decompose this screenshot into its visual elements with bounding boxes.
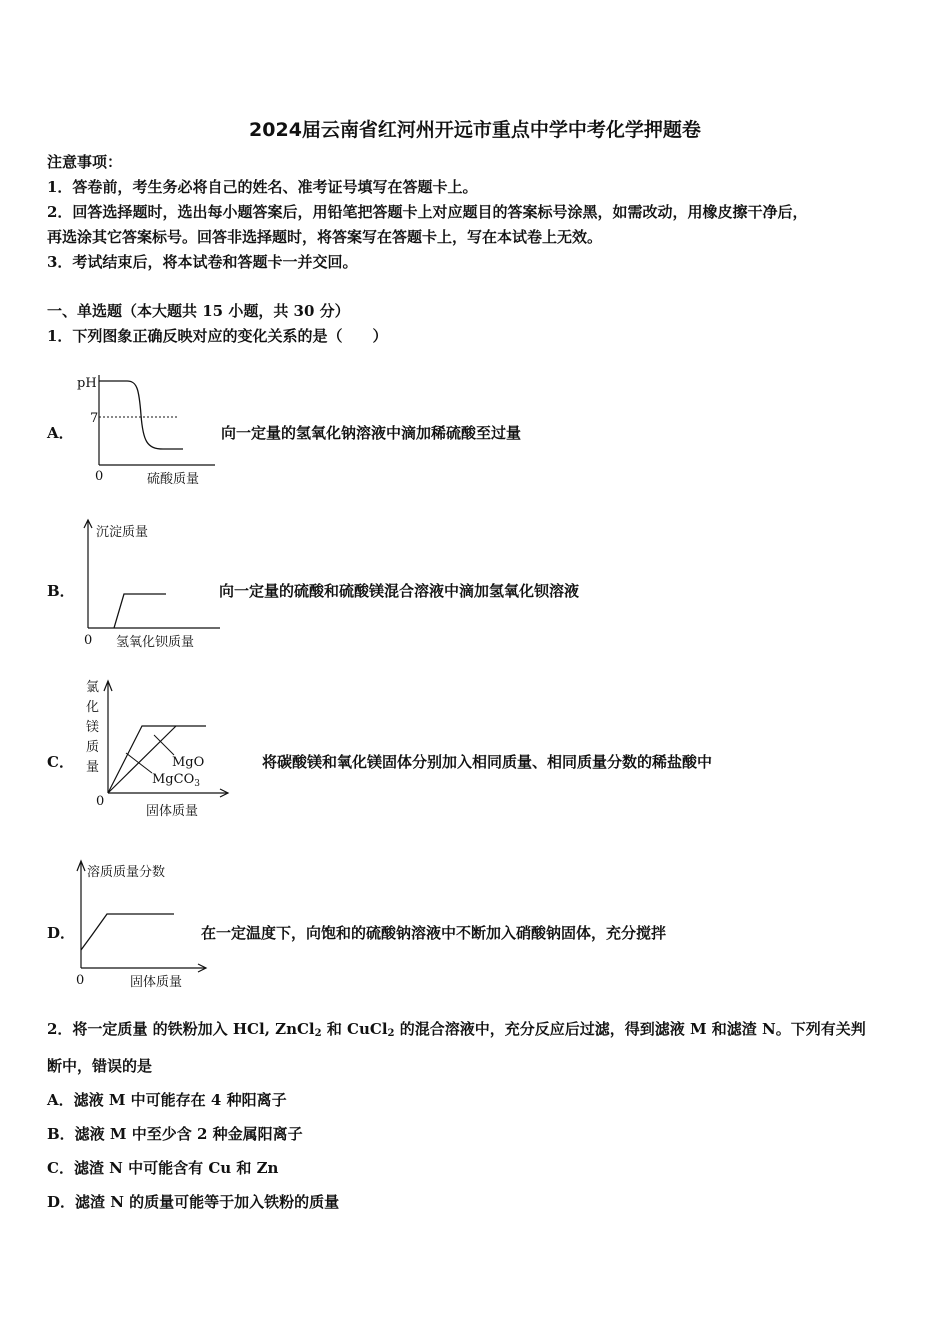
origin-label: 0	[95, 469, 104, 484]
y-axis-label: 沉淀质量	[96, 525, 149, 540]
q1-option-d-label: D．	[47, 924, 76, 942]
notice-item-2: 2．回答选择题时，选出每小题答案后，用铅笔把答题卡上对应题目的答案标号涂黑，如需改动，用橡皮擦干净后，	[47, 203, 808, 221]
notice-item-1: 1．答卷前，考生务必将自己的姓名、准考证号填写在答题卡上。	[47, 178, 478, 196]
mgo-series-label: MgO	[172, 755, 205, 770]
precipitate-curve	[114, 594, 166, 628]
q1-option-a-text: 向一定量的氢氧化钠溶液中滴加稀硫酸至过量	[221, 424, 522, 442]
q1-option-d-text: 在一定温度下，向饱和的硫酸钠溶液中不断加入硝酸钠固体，充分搅拌	[201, 924, 667, 942]
section-heading: 一、单选题（本大题共 15 小题，共 30 分）	[47, 302, 350, 320]
q2-option-b: B．滤液 M 中至少含 2 种金属阳离子	[47, 1125, 303, 1143]
q1-option-a-label: A．	[47, 424, 74, 442]
y-axis-label: pH	[77, 376, 97, 391]
q2-stem: 2．将一定质量 的铁粉加入 HCl, ZnCl$_2$ 和 CuCl$_2$ 的混合溶液中，充分反应后过滤，得到滤液 M 和滤渣 N。下列有关判	[47, 1020, 866, 1039]
q2-option-a: A．滤液 M 中可能存在 4 种阳离子	[47, 1091, 287, 1109]
notice-item-3: 3．考试结束后，将本试卷和答题卡一并交回。	[47, 253, 358, 271]
notice-heading: 注意事项：	[47, 153, 123, 171]
q1-option-c-label: C．	[47, 753, 74, 771]
q1-option-d-graph	[72, 855, 222, 995]
ref-value-label: 7	[90, 411, 99, 426]
x-axis-label: 固体质量	[146, 804, 199, 819]
page-title: 2024届云南省红河州开远市重点中学中考化学押题卷	[249, 119, 701, 141]
q2-stem-cont: 断中，错误的是	[47, 1057, 153, 1075]
q1-stem: 1．下列图象正确反映对应的变化关系的是（ ）	[47, 327, 388, 345]
ph-curve	[99, 381, 183, 449]
y-axis-label: 溶质质量分数	[87, 865, 166, 880]
q1-option-a-graph	[75, 365, 225, 490]
y-axis-char: 质	[86, 740, 100, 755]
q2-option-d: D．滤渣 N 的质量可能等于加入铁粉的质量	[47, 1193, 340, 1211]
origin-label: 0	[84, 633, 93, 648]
q1-option-c-text: 将碳酸镁和氧化镁固体分别加入相同质量、相同质量分数的稀盐酸中	[262, 753, 713, 771]
origin-label: 0	[76, 973, 85, 988]
notice-item-2-cont: 再选涂其它答案标号。回答非选择题时，将答案写在答题卡上，写在本试卷上无效。	[47, 228, 603, 246]
y-axis-char: 化	[86, 700, 100, 715]
x-axis-label: 固体质量	[130, 975, 183, 990]
q1-option-c-graph	[80, 675, 240, 825]
y-axis-char: 量	[86, 760, 100, 775]
y-axis-char: 氯	[86, 680, 100, 695]
origin-label: 0	[96, 794, 105, 809]
x-axis-label: 硫酸质量	[147, 472, 200, 487]
q1-option-b-graph	[80, 518, 230, 658]
x-axis-label: 氢氧化钡质量	[116, 635, 195, 650]
q2-option-c: C．滤渣 N 中可能含有 Cu 和 Zn	[47, 1159, 279, 1177]
mass-fraction-curve	[81, 914, 174, 950]
q1-option-b-text: 向一定量的硫酸和硫酸镁混合溶液中滴加氢氧化钡溶液	[219, 582, 580, 600]
mgco3-series-label: MgCO$_3$	[152, 772, 200, 789]
y-axis-char: 镁	[86, 720, 100, 735]
q1-option-b-label: B．	[47, 582, 75, 600]
